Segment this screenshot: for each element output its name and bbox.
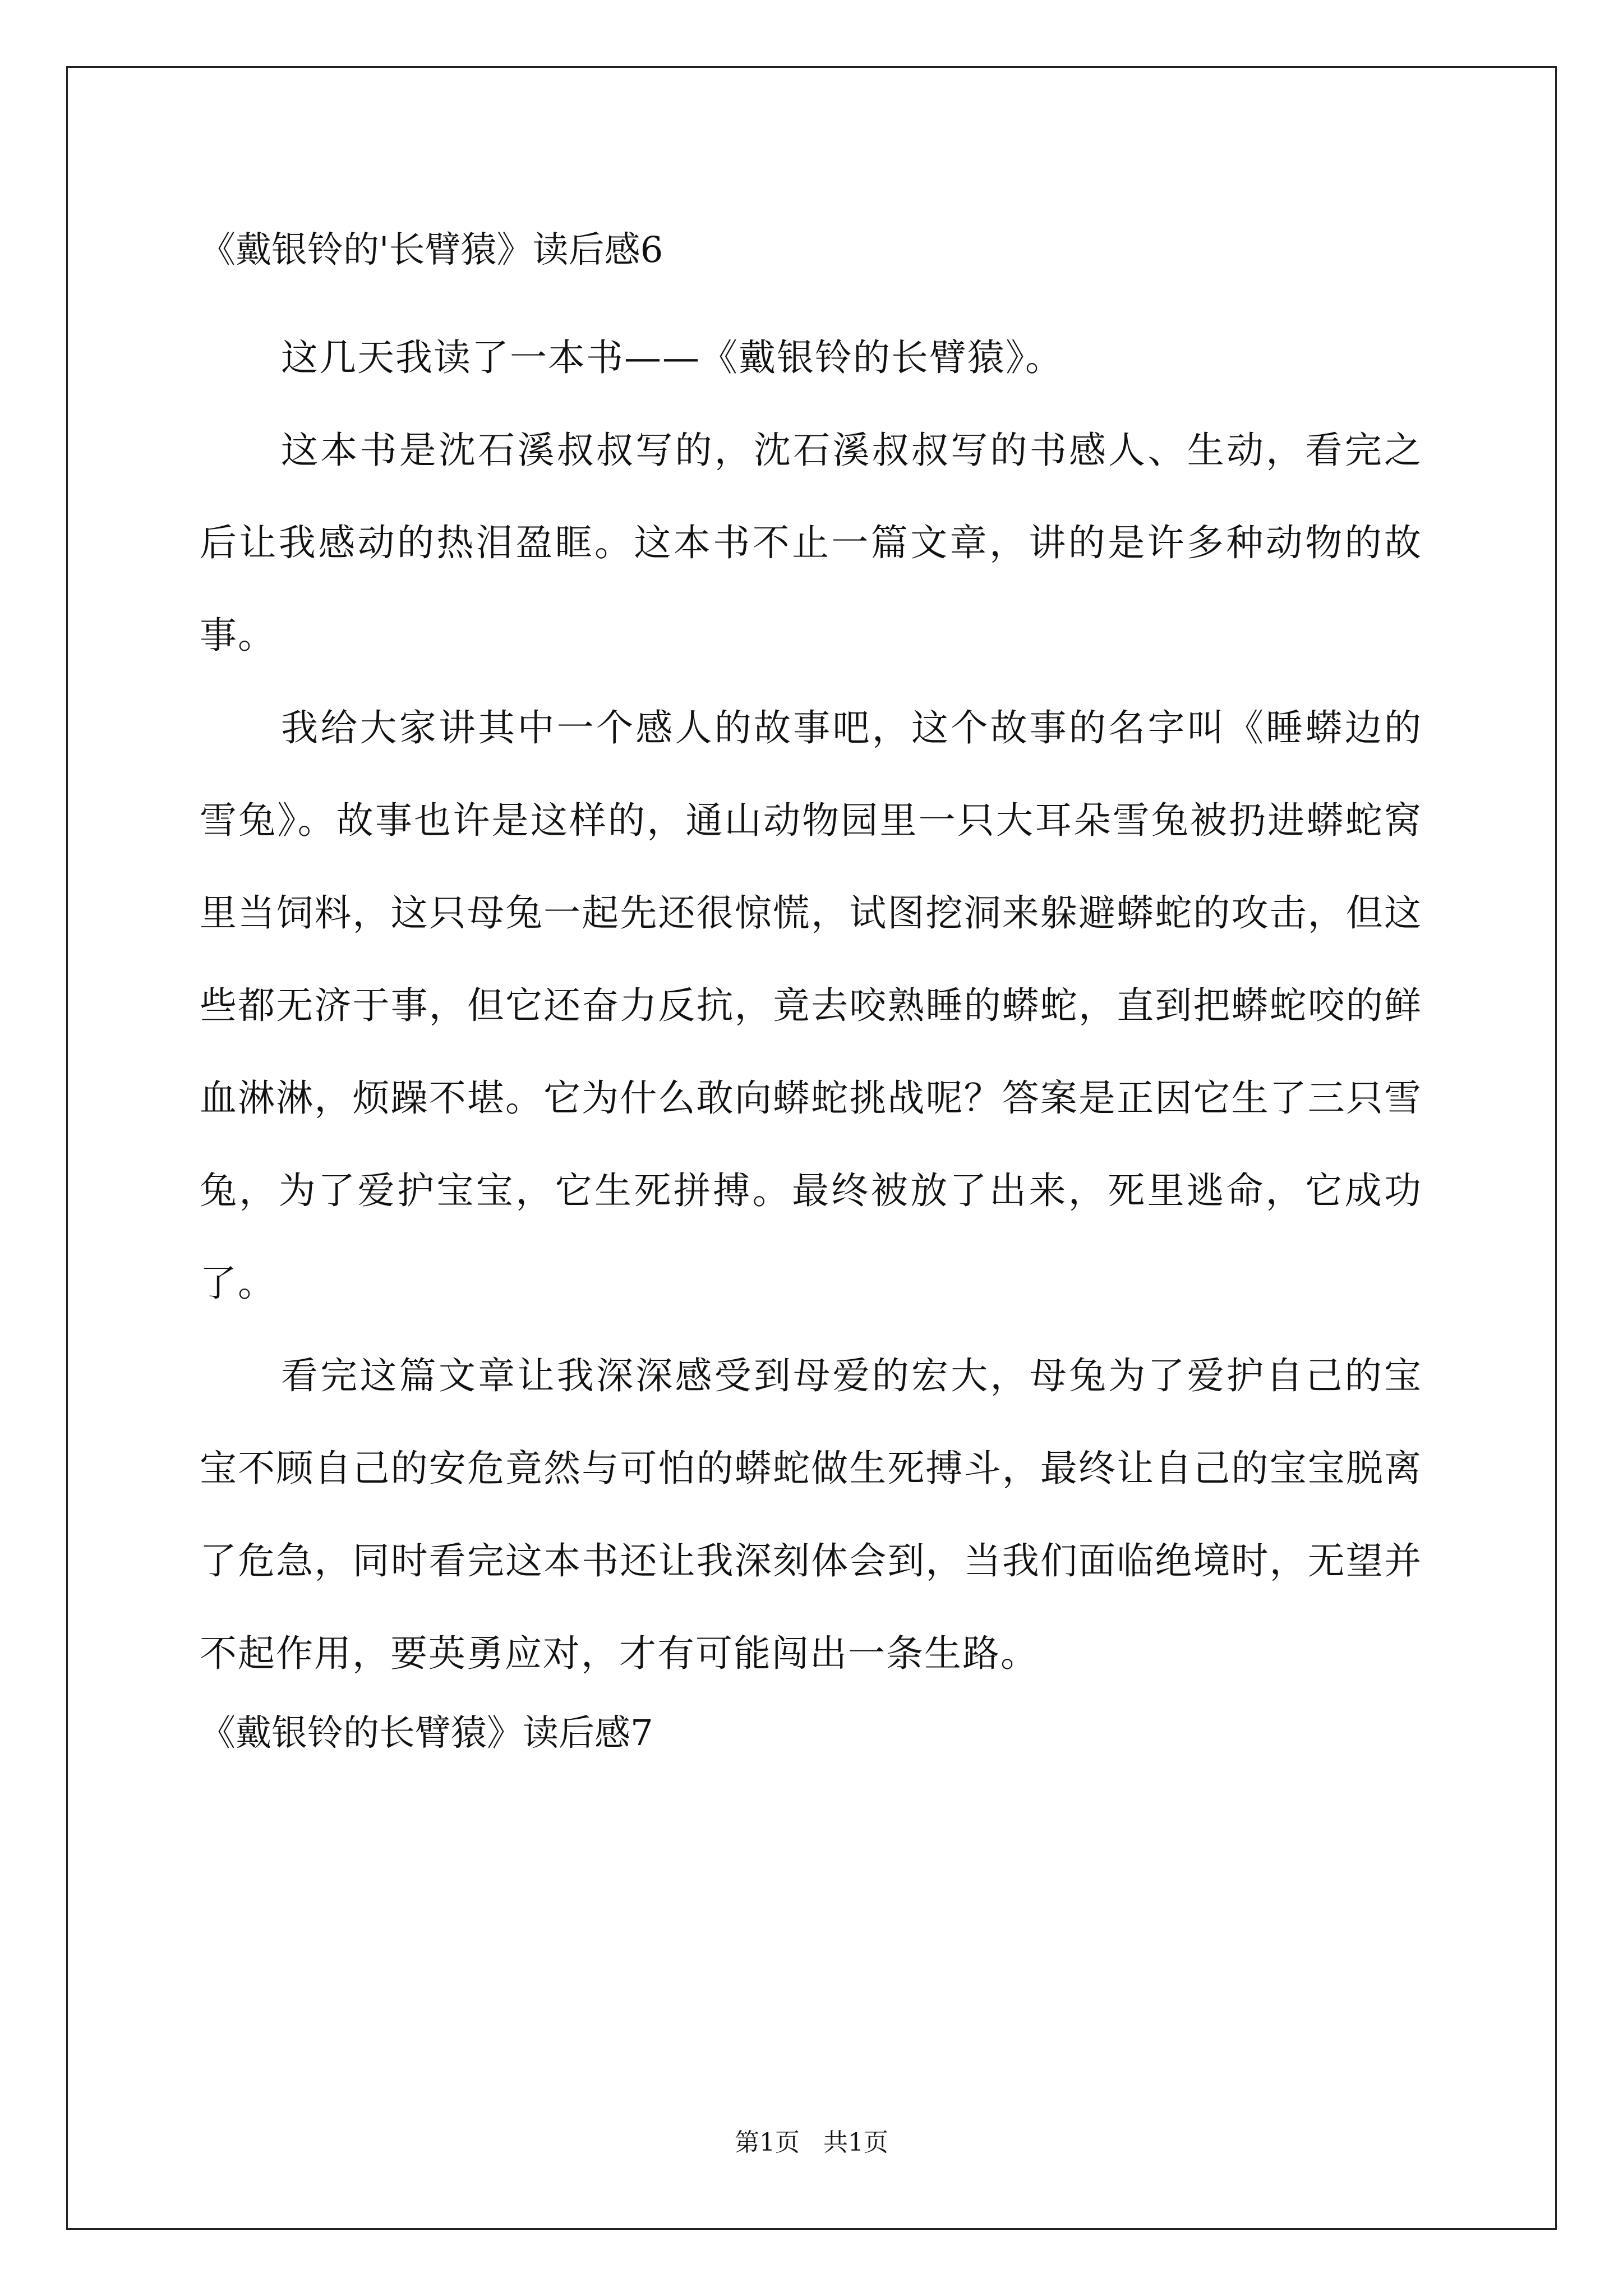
paragraph-1: 这几天我读了一本书——《戴银铃的长臂猿》。 (281, 336, 1063, 379)
page-footer: 第1页 共1页 (735, 2128, 888, 2157)
paragraph-3: 我给大家讲其中一个感人的故事吧，这个故事的名字叫《睡蟒边的雪兔》。故事也许是这样的，通山动物园里一只大耳朵雪兔被扔进蟒蛇窝里当饲料，这只母兔一起先还很惊慌，试图挖洞来躲避蟒蛇的攻击，但这些都无济于事，但它还奋力反抗，竟去咬熟睡的蟒蛇，直到把蟒蛇咬的鲜血淋淋，烦躁不堪。它为什么敢向蟒蛇挑战呢？答案是正因它生了三只雪兔，为了爱护宝宝，它生死拼搏。最终被放了出来，死里逃命，它成功了。 (200, 706, 1422, 1305)
paragraph-4: 看完这篇文章让我深深感受到母爱的宏大，母兔为了爱护自己的宝宝不顾自己的安危竟然与可怕的蟒蛇做生死搏斗，最终让自己的宝宝脱离了危急，同时看完这本书还让我深刻体会到，当我们面临绝境时，无望并不起作用，要英勇应对，才有可能闯出一条生路。 (200, 1354, 1422, 1675)
essay-title-7: 《戴银铃的长臂猿》读后感7 (200, 1713, 653, 1754)
essay-title-6: 《戴银铃的'长臂猿》读后感6 (200, 229, 663, 271)
document-body (200, 219, 1422, 1765)
paragraph-2: 这本书是沈石溪叔叔写的，沈石溪叔叔写的书感人、生动，看完之后让我感动的热泪盈眶。这本书不止一篇文章，讲的是许多种动物的故事。 (200, 429, 1422, 657)
